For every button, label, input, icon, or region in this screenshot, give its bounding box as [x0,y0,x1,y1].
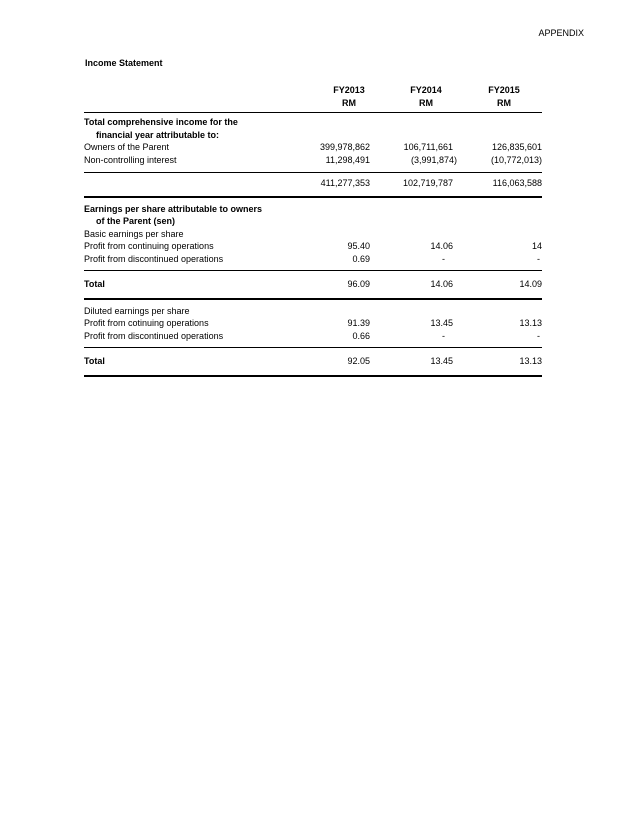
column-header-fy2013 [324,84,374,110]
column-year: FY2014 [410,85,442,95]
row-label: Profit from cotinuing operations [84,318,209,328]
column-headers [84,84,542,110]
cell-fy2013: 399,978,862 [319,142,370,152]
cell-fy2015: 14.09 [519,279,542,289]
row-label: Profit from discontinued operations [84,330,224,341]
total-row [84,278,542,291]
section-heading-line2: financial year attributable to: [96,129,220,140]
table-row [84,141,542,154]
cell-fy2014: (3,991,874) [410,154,457,165]
cell-fy2014: 106,711,661 [403,142,453,152]
section-heading [84,129,542,142]
cell-fy2013: 0.66 [352,330,370,341]
column-unit: RM [497,98,511,108]
cell-fy2014: - [442,330,445,341]
column-unit: RM [342,98,356,108]
row-label: Non-controlling interest [84,154,177,165]
total-row [84,355,542,368]
section-heading-line2: of the Parent (sen) [96,216,176,226]
column-header-fy2015 [479,84,529,110]
table-row [84,240,542,253]
cell-fy2015: 126,835,601 [491,142,542,152]
cell-fy2014: 13.45 [430,318,453,328]
cell-fy2015: 14 [531,241,542,251]
table-row [84,154,542,167]
cell-fy2015: - [537,330,540,341]
column-year: FY2015 [488,85,520,95]
cell-fy2015: 13.13 [519,356,542,366]
cell-fy2014: 13.45 [430,356,453,366]
row-label: Profit from continuing operations [84,241,214,251]
row-label: Profit from discontinued operations [84,253,224,264]
cell-fy2013: 91.39 [347,318,370,328]
cell-fy2014: 14.06 [430,241,453,251]
row-label: Owners of the Parent [84,142,170,152]
cell-fy2013: 96.09 [347,279,370,289]
table-row [84,317,542,330]
cell-fy2015: 13.13 [519,318,542,328]
double-divider [84,375,542,377]
column-unit: RM [419,98,433,108]
section-heading-line1: Earnings per share attributable to owners [84,203,263,214]
cell-fy2013: 411,277,353 [320,178,370,188]
cell-fy2015: - [537,253,540,264]
total-label: Total [84,279,105,289]
cell-fy2013: 0.69 [352,253,370,264]
column-header-fy2014 [401,84,451,110]
subheading-row [84,228,542,241]
section-heading-line1: Total comprehensive income for the [84,117,238,127]
section-heading [84,116,542,129]
column-year: FY2013 [333,85,365,95]
section-heading [84,215,542,228]
subheading: Basic earnings per share [84,228,184,239]
cell-fy2014: 102,719,787 [402,178,453,188]
cell-fy2014: 14.06 [430,279,453,289]
cell-fy2013: 11,298,491 [325,154,370,165]
section-heading [84,203,542,216]
cell-fy2015: (10,772,013) [490,154,542,165]
table-row [84,253,542,266]
cell-fy2013: 95.40 [347,241,370,251]
cell-fy2013: 92.05 [347,356,370,366]
appendix-label: APPENDIX [538,28,584,38]
subtotal-row [84,177,542,190]
statement-title: Income Statement [85,58,163,68]
table-row [84,330,542,343]
cell-fy2015: 116,063,588 [492,178,542,188]
total-label: Total [84,356,105,366]
subheading: Diluted earnings per share [84,305,190,316]
subheading-row [84,305,542,318]
cell-fy2014: - [442,253,445,264]
income-statement-table [84,84,542,377]
